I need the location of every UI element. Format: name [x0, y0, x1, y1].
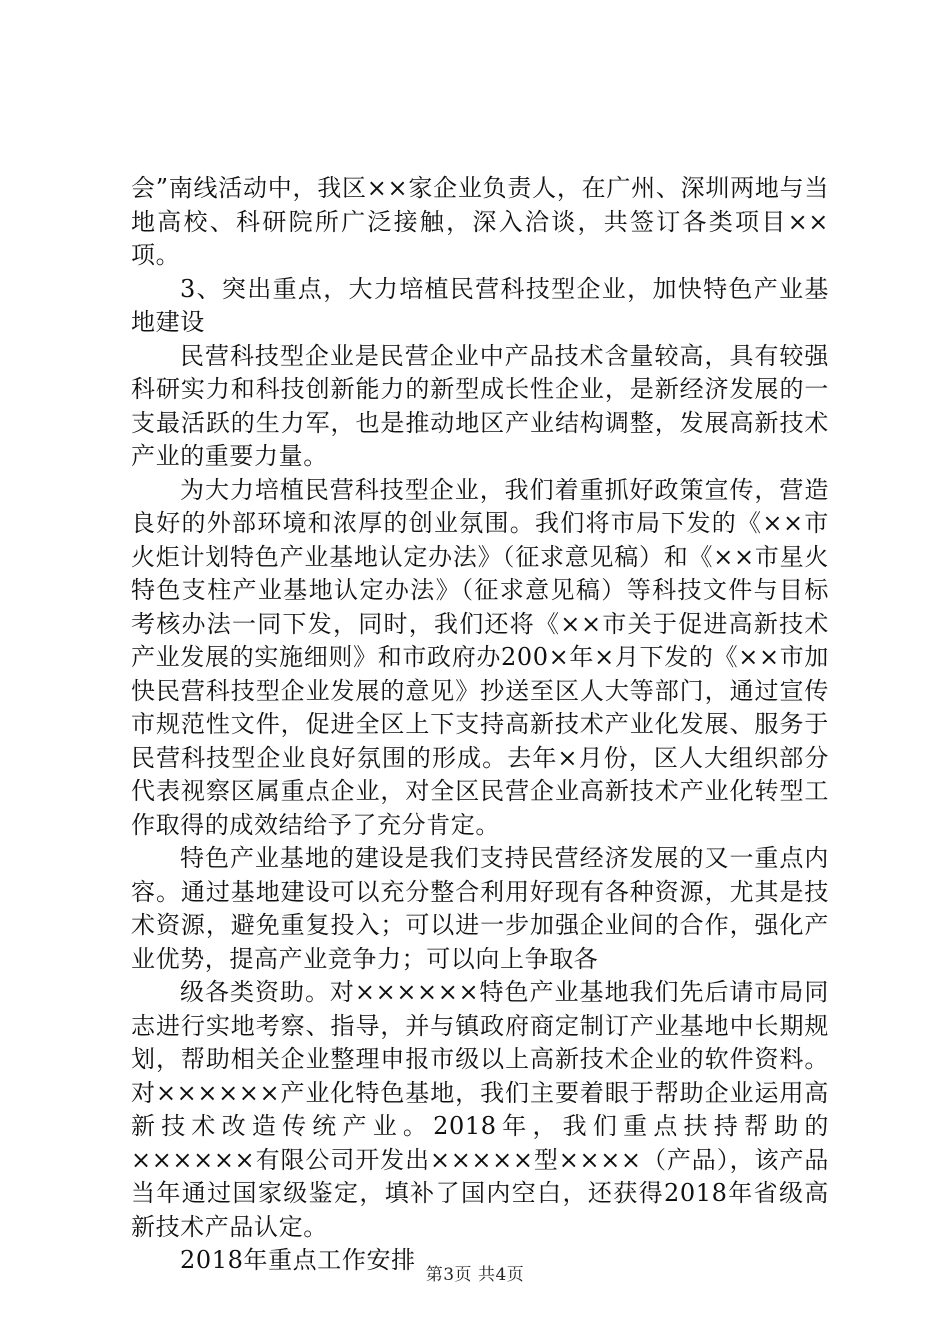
section-heading-3: 3、突出重点，大力培植民营科技型企业，加快特色产业基地建设 [131, 274, 829, 336]
paragraph-continuation: 会”南线活动中，我区××家企业负责人，在广州、深圳两地与当地高校、科研院所广泛接触，深入洽谈，共签订各类项目××项。 [131, 174, 829, 269]
paragraph-industry-base: 特色产业基地的建设是我们支持民营经济发展的又一重点内容。通过基地建设可以充分整合利用好现有各种资源，尤其是技术资源，避免重复投入；可以进一步加强企业间的合作，强化产业优势，提高产业竞争力；可以向上争取各 [131, 844, 829, 973]
page-footer: 第3页 共4页 [425, 1265, 525, 1285]
document-body [131, 172, 829, 1278]
section-heading-2018-plan: 2018年重点工作安排 [180, 1246, 416, 1274]
paragraph-tech-enterprises: 民营科技型企业是民营企业中产品技术含量较高，具有较强科研实力和科技创新能力的新型成长性企业，是新经济发展的一支最活跃的生力军，也是推动地区产业结构调整，发展高新技术产业的重要力量。 [131, 341, 829, 470]
paragraph-policy-promotion: 为大力培植民营科技型企业，我们着重抓好政策宣传，营造良好的外部环境和浓厚的创业氛围。我们将市局下发的《××市火炬计划特色产业基地认定办法》（征求意见稿）和《××市星火特色支柱产业基地认定办法》（征求意见稿）等科技文件与目标考核办法一同下发，同时，我们还将《××市关于促进高新技术产业发展的实施细则》和市政府办200×年×月下发的《××市加快民营科技型企业发展的意见》抄送至区人大等部门，通过宣传市规范性文件，促进全区上下支持高新技术产业化发展、服务于民营科技型企业良好氛围的形成。去年×月份，区人大组织部分代表视察区属重点企业，对全区民营企业高新技术产业化转型工作取得的成效结给予了充分肯定。 [131, 475, 829, 839]
paragraph-funding: 级各类资助。对××××××特色产业基地我们先后请市局同志进行实地考察、指导，并与镇政府商定制订产业基地中长期规划，帮助相关企业整理申报市级以上高新技术企业的软件资料。对××××××产业化特色基地，我们主要着眼于帮助企业运用高新技术改造传统产业。2018年，我们重点扶持帮助的××××××有限公司开发出×××××型××××（产品），该产品当年通过国家级鉴定，填补了国内空白，还获得2018年省级高新技术产品认定。 [131, 978, 829, 1241]
